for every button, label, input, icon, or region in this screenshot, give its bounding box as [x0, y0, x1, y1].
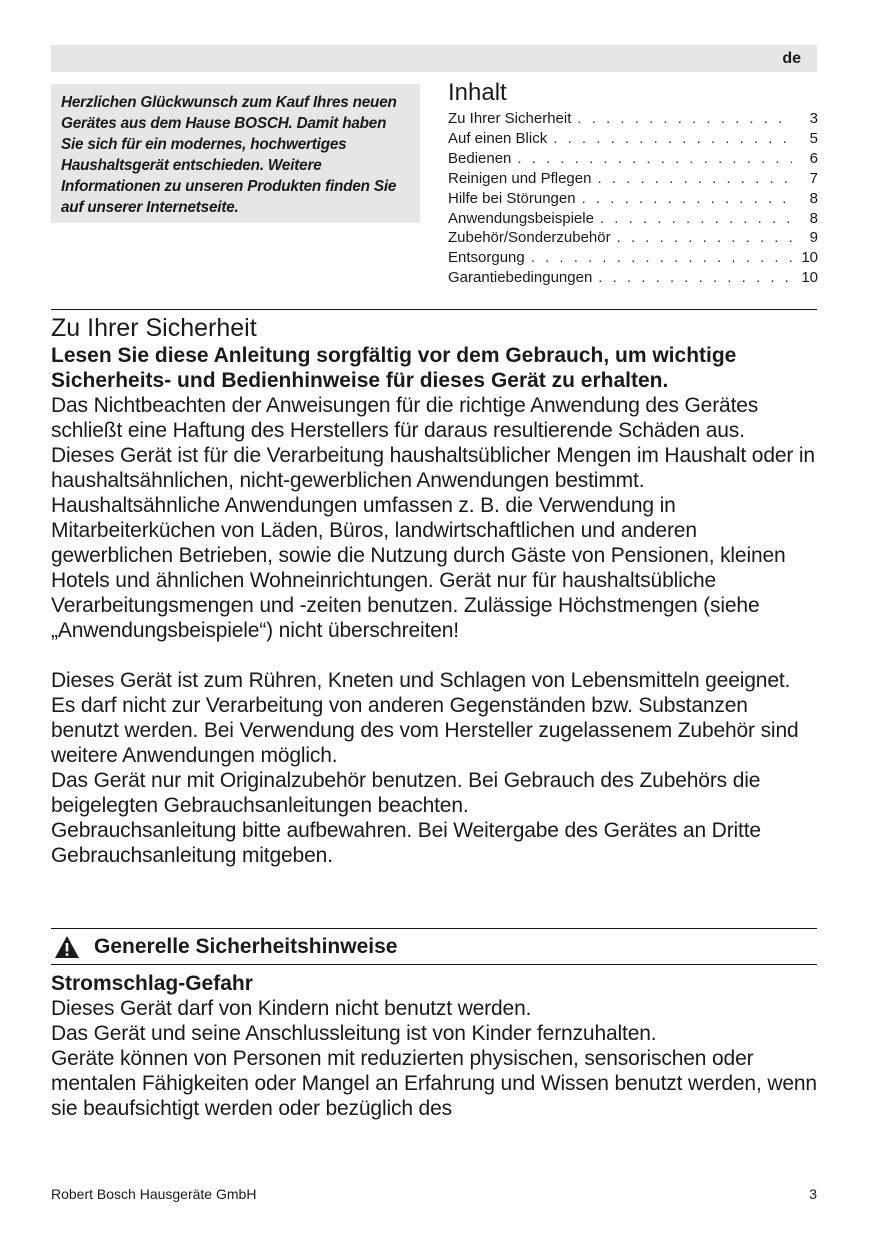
language-code: de [782, 50, 801, 67]
general-safety-heading [51, 934, 817, 959]
toc-entry-label: Entsorgung [448, 249, 525, 267]
toc-leader-dots [577, 109, 792, 129]
toc-entry[interactable] [448, 209, 818, 229]
toc-leader-dots [598, 268, 792, 288]
toc-entry-label: Auf einen Blick [448, 129, 548, 147]
toc-entry-label: Bedienen [448, 149, 512, 167]
intro-box [51, 84, 420, 223]
toc-entry[interactable] [448, 268, 818, 288]
toc-entry-label: Zubehör/Sonderzubehör [448, 229, 611, 247]
toc-title: Inhalt [448, 79, 507, 106]
toc-entry[interactable] [448, 169, 818, 189]
toc-entry[interactable] [448, 129, 818, 149]
footer-page-number: 3 [809, 1186, 817, 1202]
intro-text: Herzlichen Glückwunsch zum Kauf Ihres neuen Gerätes aus dem Hause BOSCH. Damit haben Sie sich für ein modernes, hochwertiges Haushaltsgerät entschieden. Weitere Informationen zu unseren Produkten finden Sie auf unserer Internetseite. [61, 94, 397, 216]
warning-triangle-icon [54, 935, 80, 959]
toc-entry-page: 8 [809, 209, 818, 227]
toc-leader-dots [597, 169, 792, 189]
toc-leader-dots [553, 129, 792, 149]
toc-leader-dots [517, 149, 792, 169]
safety-paragraph: Das Gerät nur mit Originalzubehör benutzen. Bei Gebrauch des Zubehörs die beigelegten Gebrauchsanleitungen beachten. [51, 769, 761, 817]
toc-leader-dots [617, 228, 792, 248]
safety-paragraph: Dieses Gerät ist zum Rühren, Kneten und Schlagen von Lebensmitteln geeignet. Es darf nicht zur Verarbeitung von anderen Gegenständen bzw. Substanzen benutzt werden. Bei Verwendung des vom Hersteller zugelassenem Zubehör sind weitere Anwendungen möglich. [51, 669, 799, 767]
section-title: Zu Ihrer Sicherheit [51, 314, 257, 342]
toc-entry-page: 7 [809, 169, 818, 187]
toc-leader-dots [600, 209, 792, 229]
safety-paragraph: Gebrauchsanleitung bitte aufbewahren. Bei Weitergabe des Gerätes an Dritte Gebrauchsanleitung mitgeben. [51, 819, 761, 867]
hazard-line: Geräte können von Personen mit reduzierten physischen, sensorischen oder mentalen Fähigkeiten oder Mangel an Erfahrung und Wissen benutzt werden, wenn sie beaufsichtigt werden oder bezüglich des [51, 1047, 817, 1120]
toc-entry[interactable] [448, 248, 818, 268]
safety-lead: Lesen Sie diese Anleitung sorgfältig vor dem Gebrauch, um wichtige Sicherheits- und Bedienhinweise für dieses Gerät zu erhalten. [51, 344, 737, 392]
toc-entry[interactable] [448, 149, 818, 169]
toc-entry-page: 9 [809, 229, 818, 247]
safety-section [51, 313, 817, 868]
language-bar [51, 45, 817, 72]
paragraph-spacer [51, 643, 817, 668]
hazard-section [51, 971, 817, 1121]
toc-entry[interactable] [448, 189, 818, 209]
general-safety-title: Generelle Sicherheitshinweise [94, 935, 398, 958]
toc-entry-label: Garantiebedingungen [448, 269, 593, 287]
toc-entry-page: 5 [809, 129, 818, 147]
toc-entry-page: 3 [809, 110, 818, 127]
footer-company: Robert Bosch Hausgeräte GmbH [51, 1186, 257, 1202]
safety-paragraph: Dieses Gerät ist für die Verarbeitung haushaltsüblicher Mengen im Haushalt oder in haushaltsähnlichen, nicht-gewerblichen Anwendungen bestimmt. Haushaltsähnliche Anwendungen umfassen z. B. die Verwendung in Mitarbeiterküchen von Läden, Büros, landwirtschaftlichen und anderen gewerblichen Betrieben, sowie die Nutzung durch Gäste von Pensionen, kleinen Hotels und ähnlichen Wohneinrichtungen. Gerät nur für haushaltsübliche Verarbeitungsmengen und -zeiten benutzen. Zulässige Höchstmengen (siehe „Anwendungsbeispiele“) nicht überschreiten! [51, 444, 815, 642]
table-of-contents [448, 78, 818, 288]
toc-leader-dots [531, 248, 792, 268]
toc-entry-page: 6 [809, 149, 818, 167]
toc-entry-label: Anwendungsbeispiele [448, 209, 594, 227]
toc-entry[interactable] [448, 109, 818, 129]
section-divider [51, 309, 817, 310]
warning-top-rule [51, 928, 817, 929]
hazard-line: Das Gerät und seine Anschlussleitung ist von Kinder fernzuhalten. [51, 1022, 657, 1045]
toc-entry-label: Hilfe bei Störungen [448, 189, 576, 207]
safety-paragraph: Das Nichtbeachten der Anweisungen für die richtige Anwendung des Gerätes schließt eine Haftung des Herstellers für daraus resultierende Schäden aus. [51, 394, 759, 442]
toc-entry-page: 8 [809, 189, 818, 207]
toc-leader-dots [582, 189, 792, 209]
toc-entry[interactable] [448, 228, 818, 248]
warning-bottom-rule [51, 964, 817, 965]
hazard-title: Stromschlag-Gefahr [51, 972, 253, 995]
toc-entry-label: Reinigen und Pflegen [448, 169, 592, 187]
toc-list [448, 109, 818, 288]
hazard-line: Dieses Gerät darf von Kindern nicht benutzt werden. [51, 997, 532, 1020]
toc-entry-label: Zu Ihrer Sicherheit [448, 110, 572, 127]
toc-entry-page: 10 [801, 249, 818, 267]
toc-entry-page: 10 [801, 269, 818, 287]
